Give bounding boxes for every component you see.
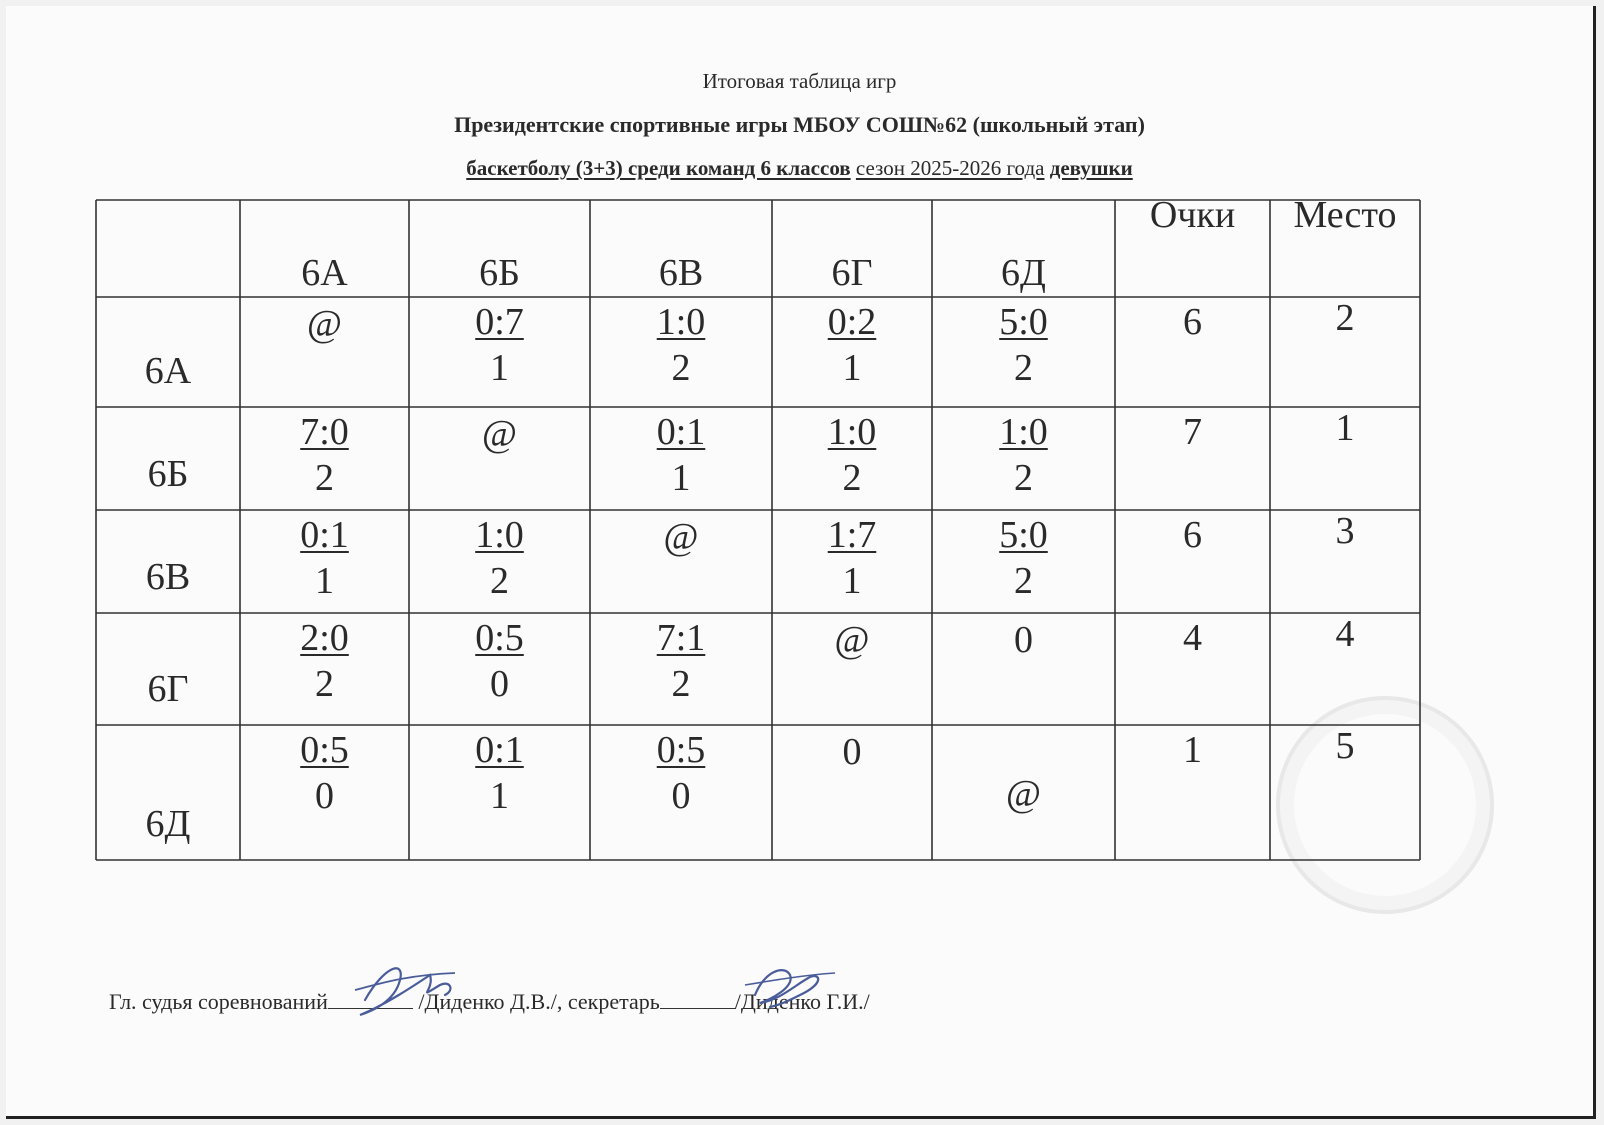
match-score [828,413,877,497]
judge-label: Гл. судья соревнований [109,989,328,1014]
score-value: 0:7 [475,301,524,343]
score-value: 1:0 [475,514,524,556]
match-score [999,516,1048,600]
row-team-label: 6Г [147,668,189,710]
points-cell: 7 [1183,411,1202,453]
match-cell [657,619,706,703]
points-cell: 1 [1183,729,1202,771]
score-value: 0:5 [300,729,349,771]
match-cell [475,516,524,600]
score-value: 7:0 [300,411,349,453]
match-cell [999,516,1048,600]
sport-caption: баскетболу (3+3) среди команд 6 классов [466,156,851,180]
match-cell: @ [663,516,699,558]
match-score [300,731,349,815]
match-score [475,516,524,600]
match-points: 2 [842,457,862,499]
match-cell [999,413,1048,497]
column-header: 6А [301,252,348,294]
match-points: 1 [490,347,509,389]
category-caption: девушки [1049,156,1133,180]
match-cell [828,413,877,497]
match-score [475,619,524,703]
match-points: 1 [315,560,334,602]
match-score [300,413,349,497]
signature-line [109,989,870,1015]
match-score [657,731,706,815]
match-cell [475,303,524,387]
column-header: 6Б [479,252,520,294]
match-points: 2 [1014,347,1033,389]
match-points: 0 [671,775,691,817]
match-cell [300,619,349,703]
row-team-label: 6Д [145,803,191,845]
match-score [657,303,706,387]
place-cell: 2 [1335,297,1355,339]
match-score [999,303,1048,387]
document-line3 [6,158,1593,179]
judge-name: /Диденко Д.В./, секретарь [418,989,660,1014]
match-cell: 0 [842,731,862,773]
match-score [657,413,706,497]
score-value: 7:1 [656,617,706,659]
match-points: 2 [671,347,691,389]
match-points: 2 [1014,560,1033,602]
score-value: 0:2 [827,301,877,343]
match-cell [657,413,706,497]
match-score [828,303,877,387]
match-cell: @ [1006,773,1041,815]
score-value: 0:5 [475,617,524,659]
match-cell [657,731,706,815]
match-score [999,413,1048,497]
document-subtitle: Президентские спортивные игры МБОУ СОШ№62 (школьный этап) [454,112,1145,137]
match-cell: @ [482,413,517,455]
place-cell: 5 [1335,725,1355,767]
match-cell [999,303,1048,387]
match-score [300,619,349,703]
match-cell [300,731,349,815]
season-caption: сезон 2025-2026 года [855,156,1045,180]
match-points: 0 [490,663,509,705]
place-cell: 1 [1335,407,1355,449]
score-value: 0:1 [656,411,706,453]
score-value: 1:0 [999,411,1048,453]
match-points: 2 [1014,457,1033,499]
points-cell: 6 [1183,301,1202,343]
match-cell [475,731,524,815]
match-cell [657,303,706,387]
column-header: Очки [1149,194,1236,236]
match-cell [300,413,349,497]
match-score [475,731,524,815]
document-title: Итоговая таблица игр [702,69,897,93]
match-points: 1 [490,775,509,817]
score-value: 0:1 [475,729,524,771]
match-cell: @ [834,619,870,661]
points-cell: 4 [1183,617,1202,659]
points-cell: 6 [1183,514,1202,556]
place-cell: 3 [1335,510,1355,552]
match-points: 2 [671,663,691,705]
match-points: 2 [315,457,334,499]
score-value: 1:0 [656,301,706,343]
match-points: 0 [315,775,334,817]
match-points: 1 [842,347,862,389]
column-header: 6Г [831,252,873,294]
match-cell [475,619,524,703]
score-value: 0:5 [656,729,706,771]
match-points: 2 [315,663,334,705]
match-cell [300,516,349,600]
match-score [828,516,877,600]
row-team-label: 6Б [147,453,189,495]
match-points: 1 [671,457,691,499]
match-points: 2 [490,560,509,602]
match-cell [828,303,877,387]
score-value: 5:0 [999,301,1048,343]
row-team-label: 6В [145,556,191,598]
match-cell [828,516,877,600]
score-value: 5:0 [999,514,1048,556]
column-header: Место [1293,194,1397,236]
match-points: 1 [842,560,862,602]
score-value: 1:7 [827,514,877,556]
score-value: 0:1 [300,514,349,556]
column-header: 6В [658,252,704,294]
score-value: 1:0 [827,411,877,453]
match-cell: 0 [1014,619,1033,661]
secretary-name: /Диденко Г.И./ [734,989,870,1014]
row-team-label: 6А [144,350,192,392]
match-score [300,516,349,600]
match-score [475,303,524,387]
match-cell: @ [307,303,342,345]
document-page [6,6,1596,1119]
score-value: 2:0 [300,617,349,659]
match-score [657,619,706,703]
stamp-seal [1276,696,1494,914]
place-cell: 4 [1335,613,1355,655]
column-header: 6Д [1001,252,1046,294]
